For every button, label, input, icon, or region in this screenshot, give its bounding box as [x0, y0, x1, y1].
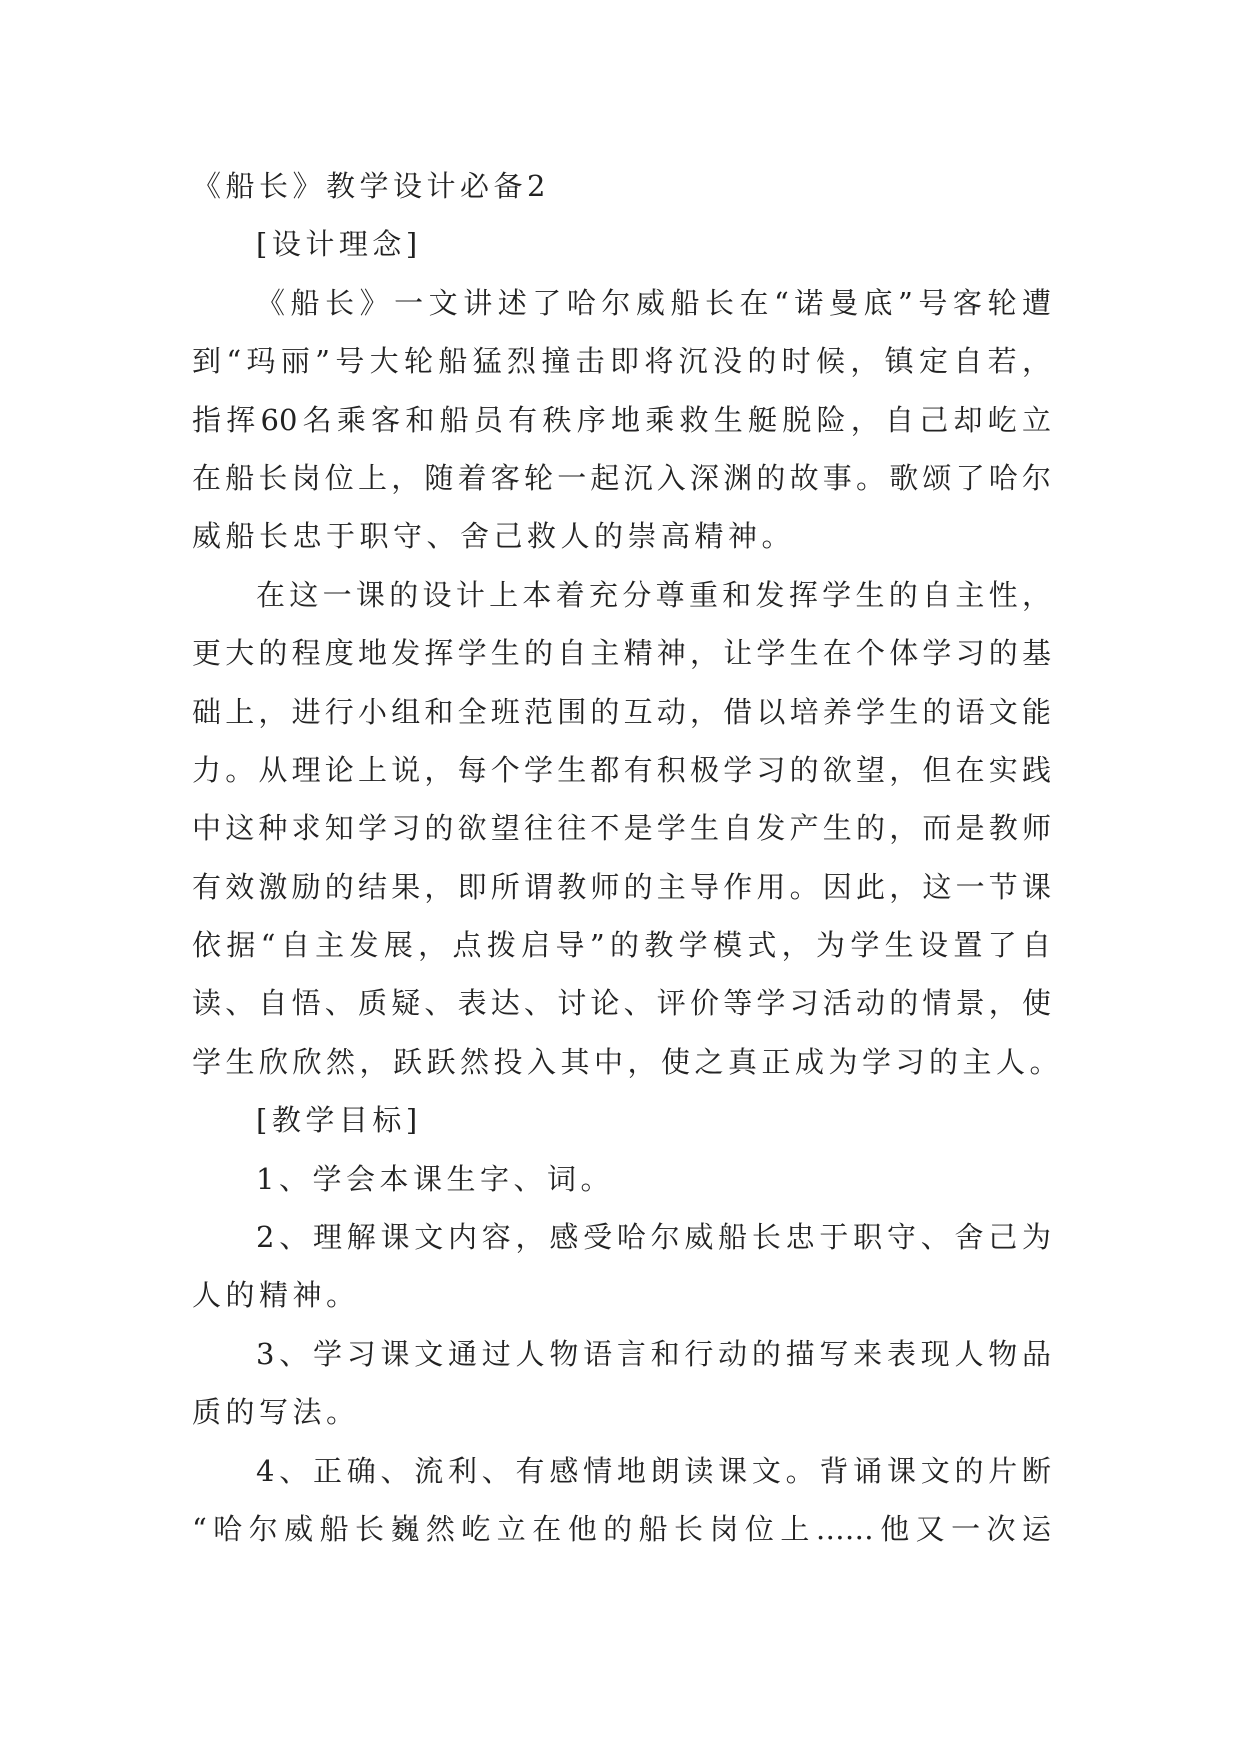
paragraph-line: 在船长岗位上，随着客轮一起沉入深渊的故事。歌颂了哈尔	[192, 460, 1051, 495]
paragraph-line: 指挥60名乘客和船员有秩序地乘救生艇脱险，自己却屹立	[192, 402, 1051, 437]
paragraph-line: 到“玛丽”号大轮船猛烈撞击即将沉没的时候，镇定自若，	[192, 344, 1051, 379]
goal-item-1: 1、学会本课生字、词。	[256, 1161, 614, 1196]
goal-item-4: 4、正确、流利、有感情地朗读课文。背诵课文的片断	[256, 1453, 1051, 1488]
document-body	[192, 157, 1064, 1558]
paragraph-line: 更大的程度地发挥学生的自主精神，让学生在个体学习的基	[192, 636, 1051, 671]
section-heading-design-concept: [设计理念]	[256, 227, 422, 262]
document-title: 《船长》教学设计必备2	[192, 169, 550, 203]
paragraph-line: 学生欣欣然，跃跃然投入其中，使之真正成为学习的主人。	[192, 1044, 1064, 1079]
paragraph-line: 中这种求知学习的欲望往往不是学生自发产生的，而是教师	[192, 811, 1051, 846]
goal-item-2-continued: 人的精神。	[192, 1278, 360, 1313]
paragraph-line: 力。从理论上说，每个学生都有积极学习的欲望，但在实践	[192, 752, 1051, 787]
goal-item-2: 2、理解课文内容，感受哈尔威船长忠于职守、舍己为	[256, 1220, 1051, 1255]
goal-item-4-continued: “哈尔威船长巍然屹立在他的船长岗位上……他又一次运	[192, 1511, 1051, 1546]
paragraph-line: 威船长忠于职守、舍己救人的崇高精神。	[192, 519, 796, 554]
section-heading-teaching-goals: [教学目标]	[256, 1103, 422, 1138]
paragraph-line: 础上，进行小组和全班范围的互动，借以培养学生的语文能	[192, 694, 1051, 729]
paragraph-line: 依据“自主发展，点拨启导”的教学模式，为学生设置了自	[192, 928, 1051, 963]
goal-item-3-continued: 质的写法。	[192, 1395, 360, 1430]
paragraph-line: 读、自悟、质疑、表达、讨论、评价等学习活动的情景，使	[192, 986, 1051, 1021]
paragraph-line: 有效激励的结果，即所谓教师的主导作用。因此，这一节课	[192, 869, 1051, 904]
paragraph-line: 《船长》一文讲述了哈尔威船长在“诺曼底”号客轮遭	[256, 285, 1051, 320]
goal-item-3: 3、学习课文通过人物语言和行动的描写来表现人物品	[256, 1336, 1051, 1371]
paragraph-line: 在这一课的设计上本着充分尊重和发挥学生的自主性，	[256, 577, 1051, 612]
